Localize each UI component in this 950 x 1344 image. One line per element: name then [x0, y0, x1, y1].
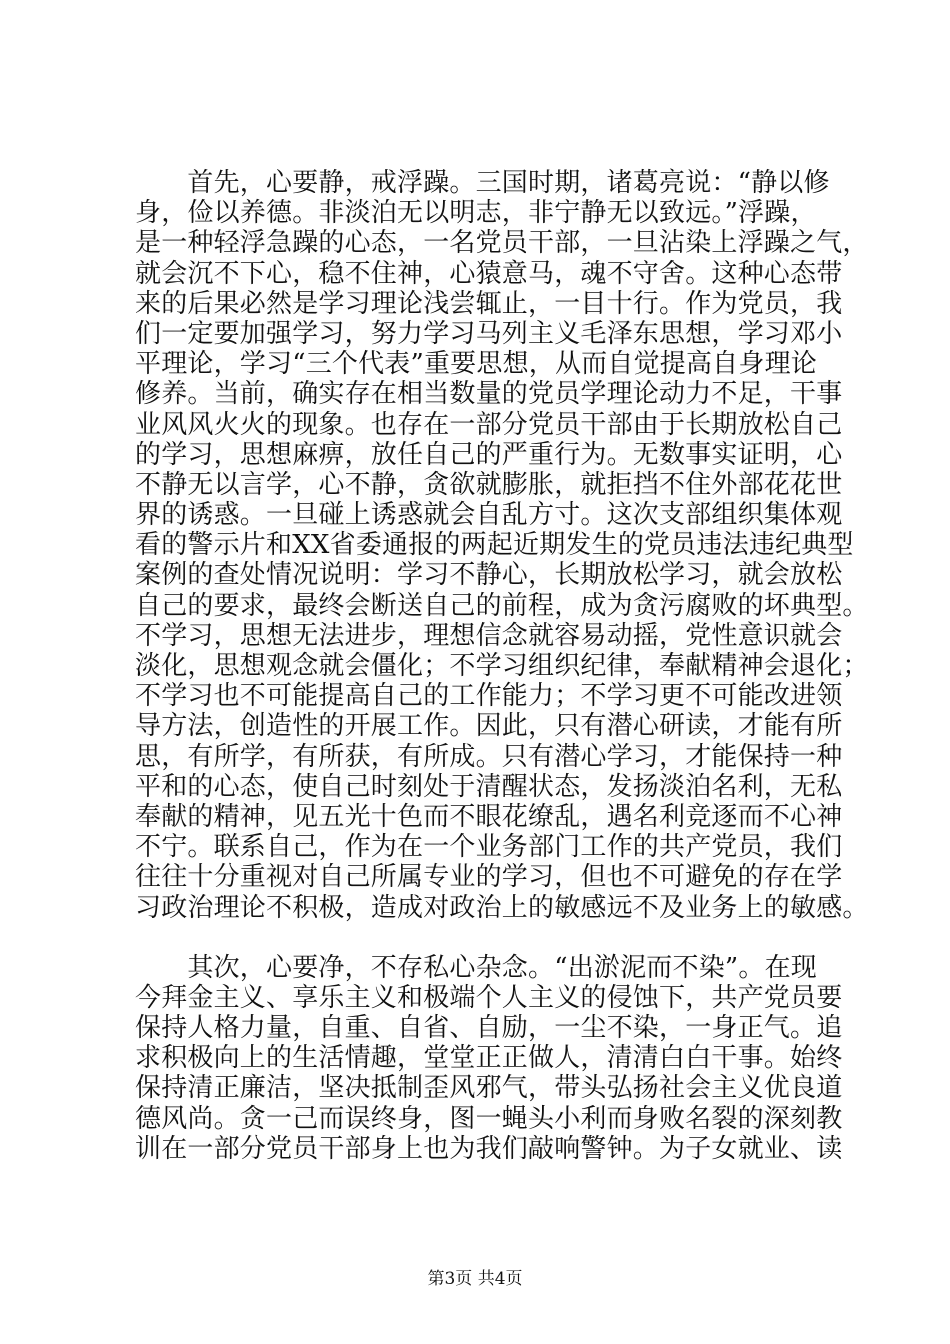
text-line: 其次，心要净，不存私心杂念。“出淤泥而不染”。在现	[135, 952, 817, 983]
text-line: 平理论，学习“三个代表”重要思想，从而自觉提高自身理论	[135, 349, 817, 380]
text-line: 淡化，思想观念就会僵化；不学习组织纪律，奉献精神会退化；	[135, 651, 869, 681]
text-line: 界的诱惑。一旦碰上诱惑就会自乱方寸。这次支部组织集体观	[135, 500, 843, 531]
text-line: 案例的查处情况说明：学习不静心，长期放松学习，就会放松	[135, 560, 843, 591]
text-line: 思，有所学，有所获，有所成。只有潜心学习，才能保持一种	[135, 741, 843, 772]
text-line: 业风风火火的现象。也存在一部分党员干部由于长期放松自己	[135, 409, 843, 440]
text-line: 求积极向上的生活情趣，堂堂正正做人，清清白白干事。始终	[135, 1043, 843, 1074]
text-line: 不学习，思想无法进步，理想信念就容易动摇，党性意识就会	[135, 620, 843, 651]
paragraph-1	[135, 168, 869, 923]
text-line: 往往十分重视对自己所属专业的学习，但也不可避免的存在学	[135, 862, 843, 893]
text-line: 不宁。联系自己，作为在一个业务部门工作的共产党员，我们	[135, 832, 843, 863]
text-line: 奉献的精神，见五光十色而不眼花缭乱，遇名利竞逐而不心神	[135, 801, 843, 832]
text-line: 保持清正廉洁，坚决抵制歪风邪气，带头弘扬社会主义优良道	[135, 1073, 843, 1104]
text-line: 保持人格力量，自重、自省、自励，一尘不染，一身正气。追	[135, 1013, 843, 1044]
text-line: 自己的要求，最终会断送自己的前程，成为贪污腐败的坏典型。	[135, 590, 869, 621]
text-line: 的学习，思想麻痹，放任自己的严重行为。无数事实证明，心	[135, 439, 843, 470]
text-line: 不学习也不可能提高自己的工作能力；不学习更不可能改进领	[135, 681, 843, 712]
text-line: 德风尚。贪一己而误终身，图一蝇头小利而身败名裂的深刻教	[135, 1103, 843, 1134]
text-line: 们一定要加强学习，努力学习马列主义毛泽东思想，学习邓小	[135, 318, 843, 349]
paragraph-2	[135, 953, 855, 1164]
text-line: 是一种轻浮急躁的心态，一名党员干部，一旦沾染上浮躁之气，	[135, 228, 869, 259]
text-line: 平和的心态，使自己时刻处于清醒状态，发扬淡泊名利，无私	[135, 771, 843, 802]
document-body	[135, 168, 869, 1164]
text-line: 首先，心要静，戒浮躁。三国时期，诸葛亮说：“静以修	[135, 168, 830, 198]
text-line: 今拜金主义、享乐主义和极端个人主义的侵蚀下，共产党员要	[135, 982, 843, 1013]
text-line: 训在一部分党员干部身上也为我们敲响警钟。为子女就业、读	[135, 1133, 843, 1164]
text-line: 就会沉不下心，稳不住神，心猿意马，魂不守舍。这种心态带	[135, 258, 843, 289]
text-line: 来的后果必然是学习理论浅尝辄止，一目十行。作为党员，我	[135, 288, 843, 319]
page-footer: 第3页 共4页	[427, 1269, 523, 1289]
text-line: 修养。当前，确实存在相当数量的党员学理论动力不足，干事	[135, 379, 843, 410]
paragraph-spacer	[135, 923, 855, 953]
text-line: 导方法，创造性的开展工作。因此，只有潜心研读，才能有所	[135, 711, 843, 742]
text-line: 习政治理论不积极，造成对政治上的敏感远不及业务上的敏感。	[135, 892, 869, 923]
text-line: 身，俭以养德。非淡泊无以明志，非宁静无以致远。”浮躁，	[135, 198, 817, 229]
text-line: 不静无以言学，心不静，贪欲就膨胀，就拒挡不住外部花花世	[135, 469, 843, 500]
text-line: 看的警示片和XX省委通报的两起近期发生的党员违法违纪典型	[135, 530, 854, 561]
